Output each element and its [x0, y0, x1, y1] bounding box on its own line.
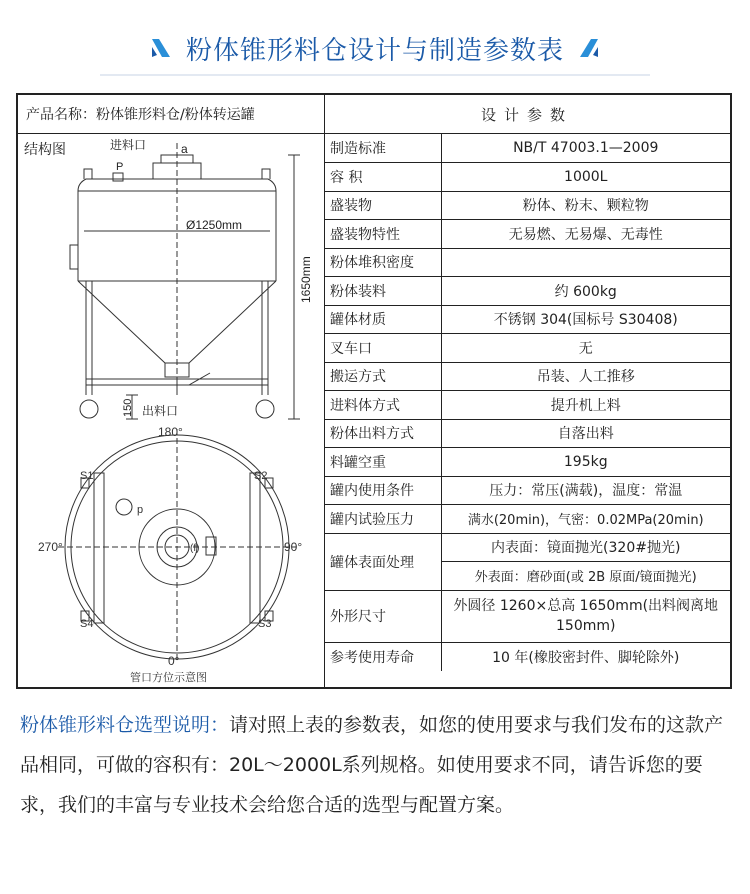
spec-key: 叉车口: [324, 334, 441, 363]
s1-label: S1: [80, 470, 94, 482]
spec-value: 10 年(橡胶密封件、脚轮除外): [492, 649, 680, 666]
spec-value: 1000L: [441, 163, 730, 192]
structure-label: 结构图: [24, 142, 66, 158]
description-body: 请对照上表的参数表，如您的使用要求与我们发布的这款产品相同，可做的容积有：20L～2000L系列规格。如使用要求不同，请告诉您的要求，我们的丰富与专业技术会给您合适的选型与配置方案。: [20, 714, 724, 816]
table-row: [324, 191, 730, 220]
outlet-label: 出料口: [142, 404, 179, 418]
spec-key: 盛装物: [324, 191, 441, 220]
spec-key: 参考使用寿命: [324, 642, 441, 671]
s4-label: S4: [80, 618, 94, 630]
spec-key: 盛装物特性: [324, 220, 441, 249]
title-underline: [100, 74, 650, 76]
spec-header: 设计参数: [324, 95, 730, 134]
deg270-label: 270°: [38, 540, 63, 554]
s3-label: S3: [258, 618, 272, 630]
spec-key: 搬运方式: [324, 362, 441, 391]
spec-value: 自落出料: [441, 419, 730, 448]
p-label: P: [116, 161, 124, 173]
spec-value: 不锈钢 304(国标号 S30408): [441, 305, 730, 334]
spec-key: 罐内使用条件: [324, 476, 441, 505]
spec-value: 约 600kg: [441, 277, 730, 306]
left-panel: [18, 95, 325, 687]
spec-value: 无: [441, 334, 730, 363]
orientation-caption: 管口方位示意图: [130, 672, 207, 684]
table-row: [324, 391, 730, 420]
table-row: [324, 277, 730, 306]
spec-value: 外圆径 1260×总高 1650mm(出料阀离地 150mm): [441, 590, 730, 642]
structure-drawing: [18, 133, 324, 687]
table-row: [324, 305, 730, 334]
right-panel: [324, 95, 730, 687]
spec-key: 外形尺寸: [324, 590, 441, 642]
deg90-label: 90°: [284, 540, 303, 554]
table-row: [324, 590, 730, 642]
page-title: 粉体锥形料仓设计与制造参数表: [185, 35, 564, 66]
spec-key: 粉体堆积密度: [324, 248, 441, 277]
spec-value: 提升机上料: [441, 391, 730, 420]
table-row: [324, 448, 730, 477]
spec-value: 满水(20min)，气密：0.02MPa(20min): [441, 505, 730, 534]
spec-key: 进料体方式: [324, 391, 441, 420]
left-arrow-decoration-icon: [150, 37, 172, 59]
description-lead: 粉体锥形料仓选型说明：: [20, 714, 230, 736]
table-row: [324, 362, 730, 391]
spec-key: 制造标准: [324, 134, 441, 163]
diameter-label: Ø1250mm: [186, 218, 243, 232]
f-label: (f): [190, 543, 200, 554]
spec-value: 内表面：镜面抛光(320#抛光): [441, 533, 730, 562]
p-nozzle-label: p: [137, 504, 144, 516]
table-row: [324, 505, 730, 534]
spec-key: 料罐空重: [324, 448, 441, 477]
spec-key: 容 积: [324, 163, 441, 192]
deg0-label: 0°: [168, 654, 180, 668]
table-row: [324, 642, 730, 671]
table-row: [324, 419, 730, 448]
silo-side-view: [70, 143, 300, 419]
clearance-label: 150: [122, 398, 134, 417]
height-label: 1650mm: [299, 256, 313, 303]
spec-value: [441, 248, 730, 277]
spec-key: 罐体表面处理: [324, 533, 441, 590]
spec-sheet: [16, 93, 732, 689]
table-row: [324, 334, 730, 363]
title-bar: [0, 28, 750, 68]
spec-value: 外表面：磨砂面(或 2B 原面/镜面抛光): [441, 562, 730, 591]
product-label: 产品名称：: [26, 107, 96, 123]
spec-value: 粉体、粉末、颗粒物: [441, 191, 730, 220]
s2-label: S2: [254, 470, 268, 482]
spec-value: 压力：常压(满载)，温度：常温: [441, 476, 730, 505]
selection-description: [20, 705, 732, 825]
product-name: 粉体锥形料仓/粉体转运罐: [96, 107, 255, 123]
spec-key: 罐体材质: [324, 305, 441, 334]
a-label: a: [181, 142, 188, 156]
inlet-label: 进料口: [110, 138, 147, 152]
spec-key: 粉体装料: [324, 277, 441, 306]
spec-value: 吊装、人工推移: [441, 362, 730, 391]
table-row: [324, 163, 730, 192]
deg180-label: 180°: [158, 425, 183, 439]
spec-value: NB/T 47003.1—2009: [441, 134, 730, 163]
table-row: [324, 220, 730, 249]
spec-value: 无易燃、无易爆、无毒性: [441, 220, 730, 249]
spec-key: 粉体出料方式: [324, 419, 441, 448]
table-row: [324, 248, 730, 277]
table-row: [324, 533, 730, 562]
spec-table: [324, 134, 730, 671]
spec-value: 195kg: [441, 448, 730, 477]
product-name-row: [18, 95, 324, 134]
table-row: [324, 134, 730, 163]
table-row: [324, 476, 730, 505]
spec-key: 罐内试验压力: [324, 505, 441, 534]
right-arrow-decoration-icon: [578, 37, 600, 59]
